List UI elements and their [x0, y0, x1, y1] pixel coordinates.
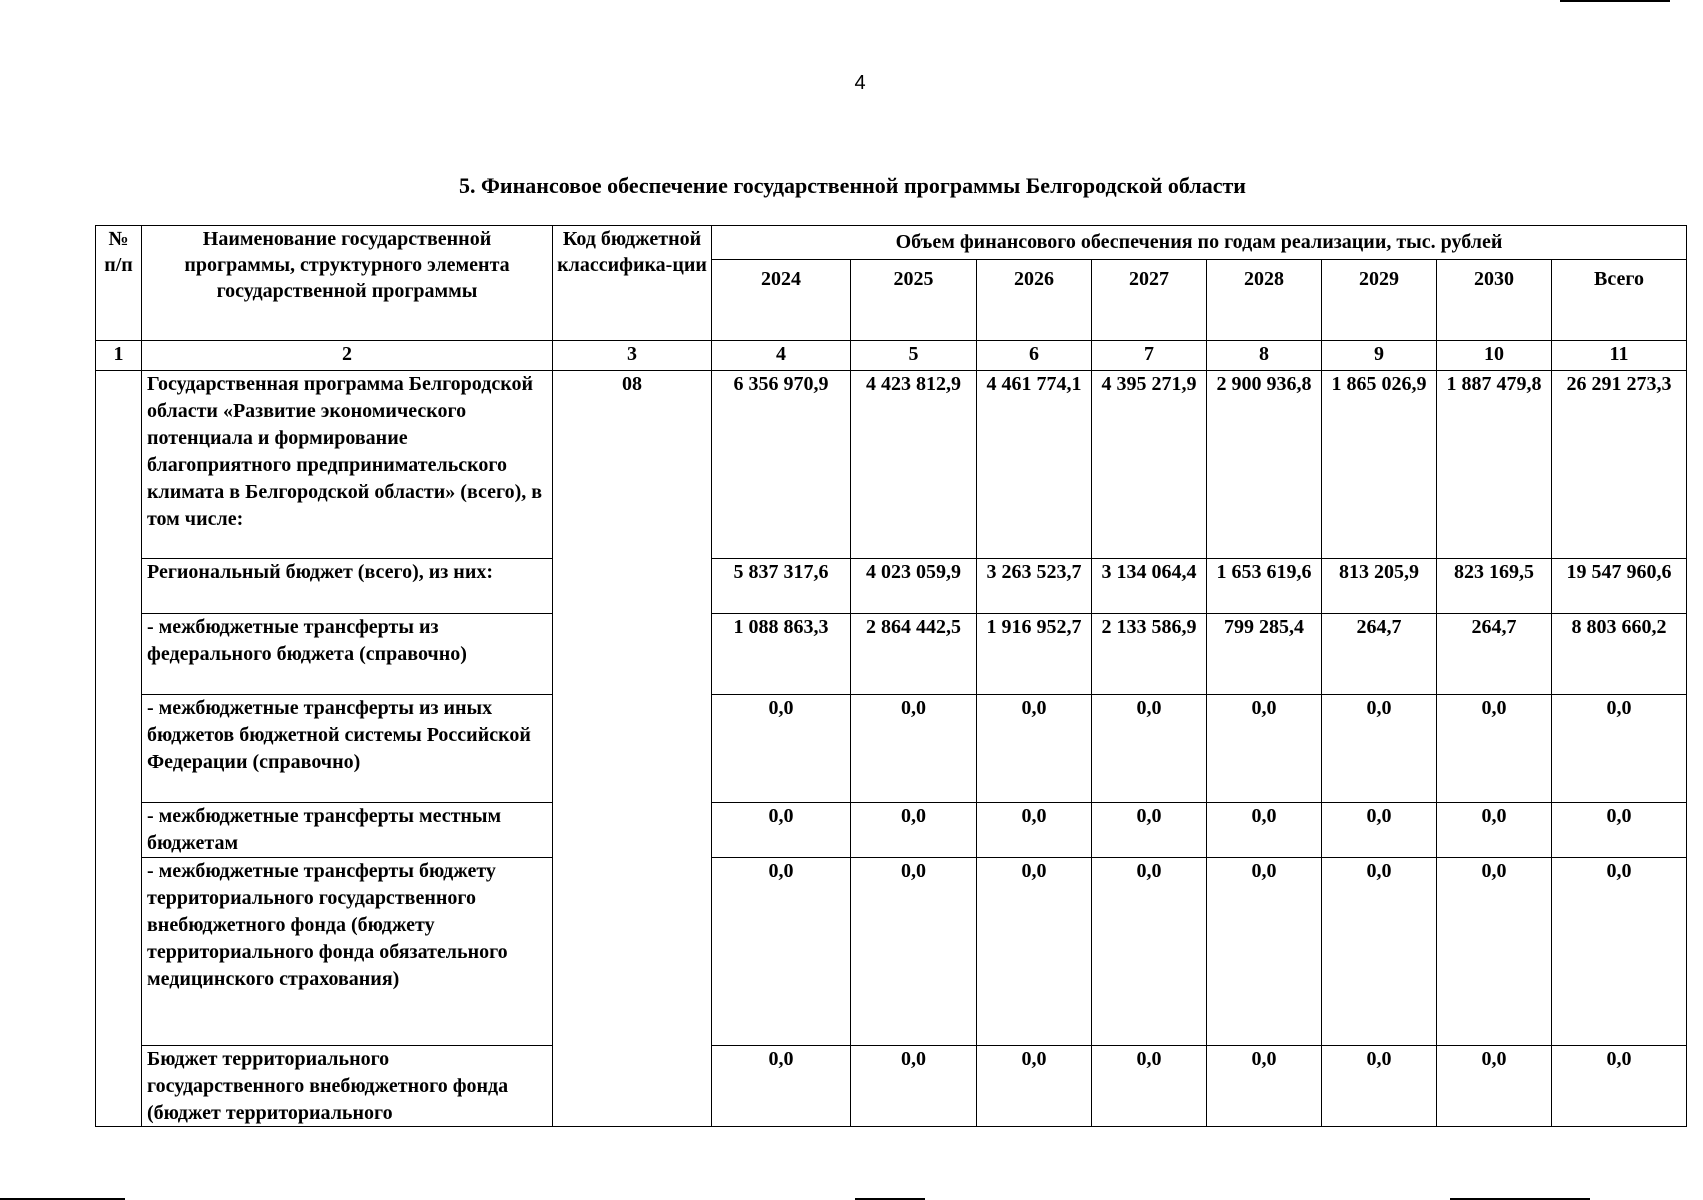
value-2026: 0,0: [977, 858, 1092, 1046]
row-name: Государственная программа Белгородской области «Развитие экономического потенциала и формирование благоприятного предпринимательского климата в Белгородской области» (всего), в том числе:: [142, 371, 553, 559]
value-2029: 0,0: [1322, 695, 1437, 803]
value-total: 26 291 273,3: [1552, 371, 1687, 559]
table-row-fund-budget: [96, 1046, 1687, 1127]
scan-artifact-top: [1560, 0, 1670, 2]
value-2025: 4 423 812,9: [851, 371, 977, 559]
value-2024: 0,0: [712, 695, 851, 803]
value-2024: 5 837 317,6: [712, 559, 851, 614]
column-number: 9: [1322, 341, 1437, 371]
budget-code: 08: [553, 371, 712, 858]
value-2030: 823 169,5: [1437, 559, 1552, 614]
value-2027: 0,0: [1092, 695, 1207, 803]
value-2024: 1 088 863,3: [712, 614, 851, 695]
page-number: 4: [854, 72, 866, 94]
value-2028: 1 653 619,6: [1207, 559, 1322, 614]
value-2030: 0,0: [1437, 803, 1552, 858]
column-number: 10: [1437, 341, 1552, 371]
value-2025: 0,0: [851, 695, 977, 803]
column-number: 4: [712, 341, 851, 371]
column-number: 1: [96, 341, 142, 371]
row-name: - межбюджетные трансферты из иных бюджетов бюджетной системы Российской Федерации (справочно): [142, 695, 553, 803]
value-2027: 0,0: [1092, 858, 1207, 1046]
value-2030: 264,7: [1437, 614, 1552, 695]
value-2029: 0,0: [1322, 1046, 1437, 1127]
value-total: 0,0: [1552, 695, 1687, 803]
row-name: - межбюджетные трансферты из федерального бюджета (справочно): [142, 614, 553, 695]
value-2027: 4 395 271,9: [1092, 371, 1207, 559]
header-row-1: [96, 226, 1687, 260]
value-2025: 0,0: [851, 1046, 977, 1127]
value-2025: 0,0: [851, 803, 977, 858]
header-col-code: Код бюджетной классифика-ции: [553, 226, 712, 341]
value-2029: 264,7: [1322, 614, 1437, 695]
value-2024: 0,0: [712, 858, 851, 1046]
value-2024: 0,0: [712, 1046, 851, 1127]
value-2028: 0,0: [1207, 858, 1322, 1046]
column-number: 11: [1552, 341, 1687, 371]
value-2029: 1 865 026,9: [1322, 371, 1437, 559]
value-2030: 0,0: [1437, 1046, 1552, 1127]
table-row-other-transfers: [96, 695, 1687, 803]
header-total: Всего: [1552, 260, 1687, 341]
value-2028: 799 285,4: [1207, 614, 1322, 695]
value-2024: 6 356 970,9: [712, 371, 851, 559]
value-2024: 0,0: [712, 803, 851, 858]
value-total: 0,0: [1552, 803, 1687, 858]
table-row-program-total: [96, 371, 1687, 559]
value-2026: 0,0: [977, 803, 1092, 858]
value-2027: 0,0: [1092, 1046, 1207, 1127]
document-title: 5. Финансовое обеспечение государственной программы Белгородской области: [459, 173, 1246, 198]
row-name: - межбюджетные трансферты бюджету территориального государственного внебюджетного фонда (бюджету территориального фонда обязательного медицинского страхования): [142, 858, 553, 1046]
header-year: 2030: [1437, 260, 1552, 341]
value-2030: 0,0: [1437, 858, 1552, 1046]
value-2029: 0,0: [1322, 858, 1437, 1046]
column-number-row: [96, 341, 1687, 371]
column-number: 3: [553, 341, 712, 371]
value-total: 8 803 660,2: [1552, 614, 1687, 695]
header-year: 2027: [1092, 260, 1207, 341]
header-col-volume: Объем финансового обеспечения по годам реализации, тыс. рублей: [712, 226, 1687, 260]
value-2026: 4 461 774,1: [977, 371, 1092, 559]
value-2029: 0,0: [1322, 803, 1437, 858]
header-col-name: Наименование государственной программы, структурного элемента государственной программы: [142, 226, 553, 341]
header-year: 2025: [851, 260, 977, 341]
column-number: 2: [142, 341, 553, 371]
column-number: 8: [1207, 341, 1322, 371]
row-number-cell: [96, 371, 142, 1127]
value-2028: 0,0: [1207, 803, 1322, 858]
row-name: [142, 1046, 553, 1127]
table-row-local-transfers: [96, 803, 1687, 858]
header-year: 2026: [977, 260, 1092, 341]
table-row-fund-transfers: [96, 858, 1687, 1046]
header-year: 2028: [1207, 260, 1322, 341]
value-2026: 0,0: [977, 695, 1092, 803]
header-year: 2024: [712, 260, 851, 341]
value-2028: 2 900 936,8: [1207, 371, 1322, 559]
row-name: - межбюджетные трансферты местным бюджетам: [142, 803, 553, 858]
value-2030: 1 887 479,8: [1437, 371, 1552, 559]
row-name: Региональный бюджет (всего), из них:: [142, 559, 553, 614]
value-2027: 3 134 064,4: [1092, 559, 1207, 614]
table-row-federal-transfers: [96, 614, 1687, 695]
value-2027: 0,0: [1092, 803, 1207, 858]
value-2026: 3 263 523,7: [977, 559, 1092, 614]
value-2026: 0,0: [977, 1046, 1092, 1127]
value-2028: 0,0: [1207, 695, 1322, 803]
value-2028: 0,0: [1207, 1046, 1322, 1127]
header-col-number: № п/п: [96, 226, 142, 341]
budget-code-continued: [553, 858, 712, 1127]
value-2025: 2 864 442,5: [851, 614, 977, 695]
column-number: 6: [977, 341, 1092, 371]
value-2029: 813 205,9: [1322, 559, 1437, 614]
value-2030: 0,0: [1437, 695, 1552, 803]
value-2025: 4 023 059,9: [851, 559, 977, 614]
value-2027: 2 133 586,9: [1092, 614, 1207, 695]
column-number: 5: [851, 341, 977, 371]
header-year: 2029: [1322, 260, 1437, 341]
value-2026: 1 916 952,7: [977, 614, 1092, 695]
value-2025: 0,0: [851, 858, 977, 1046]
value-total: 19 547 960,6: [1552, 559, 1687, 614]
table-row-regional-budget: [96, 559, 1687, 614]
value-total: 0,0: [1552, 858, 1687, 1046]
column-number: 7: [1092, 341, 1207, 371]
value-total: 0,0: [1552, 1046, 1687, 1127]
row-name-text: Бюджет территориального государственного внебюджетного фонда (бюджет территориального: [147, 1048, 509, 1124]
financing-table: [95, 225, 1687, 1127]
